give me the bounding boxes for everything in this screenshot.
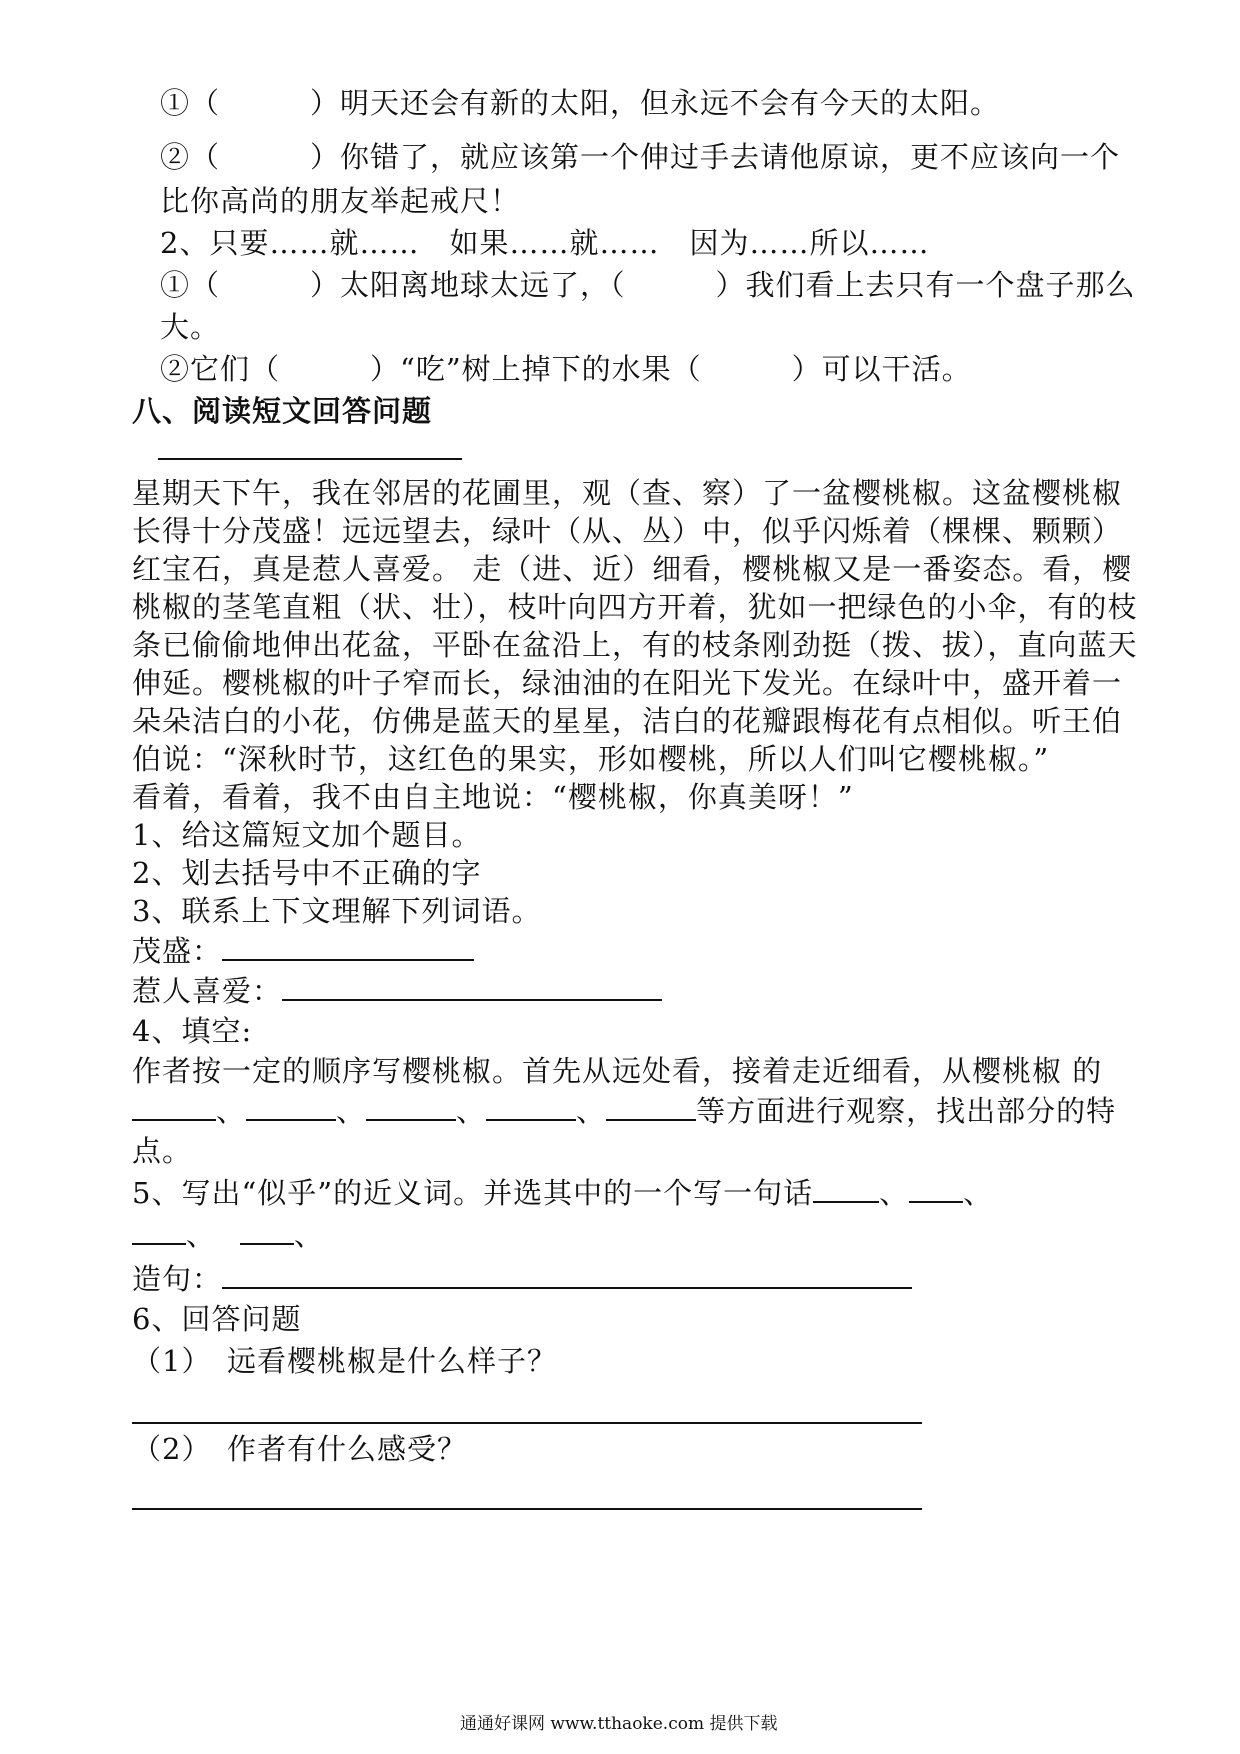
- question-5-line2: 、 、: [132, 1218, 324, 1252]
- question-5: 5、写出“似乎”的近义词。并选其中的一个写一句话 、 、: [132, 1176, 994, 1210]
- answer-line-6-2[interactable]: [132, 1508, 922, 1510]
- question-4-line1: 作者按一定的顺序写樱桃椒。首先从远处看，接着走近细看，从樱桃椒 的: [132, 1054, 1103, 1088]
- fill-blank[interactable]: [366, 1095, 456, 1121]
- word-rerenxiai-label: 惹人喜爱：: [132, 974, 283, 1008]
- passage-line: 桃椒的茎笔直粗（状、壮），枝叶向四方开着，犹如一把绿色的小伞，有的枝: [132, 590, 1138, 624]
- sentence-item-2-line1: ②（ ）你错了，就应该第一个伸过手去请他原谅，更不应该向一个: [160, 140, 1121, 174]
- conjunction-question: 2、只要……就…… 如果……就…… 因为……所以……: [160, 226, 930, 260]
- question-1: 1、给这篇短文加个题目。: [132, 818, 482, 852]
- question-2: 2、划去括号中不正确的字: [132, 856, 482, 890]
- sentence-label: 造句：: [132, 1262, 223, 1296]
- word-maosheng-blank[interactable]: [222, 935, 474, 961]
- passage-line: 长得十分茂盛！远远望去，绿叶（从、丛）中，似乎闪烁着（棵棵、颗颗）: [132, 514, 1123, 548]
- synonym-blank[interactable]: [240, 1219, 294, 1245]
- fill-blank[interactable]: [606, 1095, 696, 1121]
- passage-line: 条已偷偷地伸出花盆，平卧在盆沿上，有的枝条刚劲挺（拨、拔），直向蓝天: [132, 628, 1138, 662]
- passage-line: 星期天下午，我在邻居的花圃里，观（查、察）了一盆樱桃椒。这盆樱桃椒: [132, 476, 1123, 510]
- conjunction-item-1-line2: 大。: [160, 310, 221, 344]
- passage-line: 伸延。樱桃椒的叶子窄而长，绿油油的在阳光下发光。在绿叶中，盛开着一: [132, 666, 1123, 700]
- question-4-line3: 点。: [132, 1134, 193, 1168]
- synonym-blank[interactable]: [132, 1219, 186, 1245]
- title-blank-line[interactable]: [158, 458, 462, 460]
- sentence-item-1: ①（ ）明天还会有新的太阳，但永远不会有今天的太阳。: [160, 86, 1001, 120]
- question-6-1: （1） 远看樱桃椒是什么样子？: [132, 1344, 557, 1378]
- word-rerenxiai-blank[interactable]: [282, 975, 662, 1001]
- question-6-2: （2） 作者有什么感受？: [132, 1432, 467, 1466]
- question-4: 4、填空:: [132, 1014, 253, 1048]
- question-6: 6、回答问题: [132, 1302, 302, 1336]
- question-4-line2: 、 、 、 、 等方面进行观察，找出部分的特: [132, 1094, 1116, 1128]
- word-maosheng: [132, 934, 474, 968]
- sentence-line: [132, 1262, 912, 1296]
- passage-line: 红宝石，真是惹人喜爱。 走（进、近）细看，樱桃椒又是一番姿态。看，樱: [132, 552, 1133, 586]
- synonym-blank[interactable]: [813, 1177, 879, 1203]
- question-3: 3、联系上下文理解下列词语。: [132, 894, 542, 928]
- passage-line: 伯说：“深秋时节，这红色的果实，形如樱桃，所以人们叫它樱桃椒。”: [132, 742, 1050, 776]
- answer-line-6-1[interactable]: [132, 1422, 922, 1424]
- sentence-blank[interactable]: [222, 1263, 912, 1289]
- passage-line: 朵朵洁白的小花，仿佛是蓝天的星星，洁白的花瓣跟梅花有点相似。听王伯: [132, 704, 1123, 738]
- section-heading: 八、阅读短文回答问题: [132, 394, 433, 428]
- synonym-blank[interactable]: [909, 1177, 963, 1203]
- conjunction-item-2: ②它们（ ）“吃”树上掉下的水果（ ）可以干活。: [160, 352, 972, 386]
- fill-blank[interactable]: [486, 1095, 576, 1121]
- word-rerenxiai: [132, 974, 662, 1008]
- sentence-item-2-line2: 比你高尚的朋友举起戒尺！: [160, 184, 521, 218]
- fill-blank[interactable]: [132, 1095, 216, 1121]
- word-maosheng-label: 茂盛：: [132, 934, 223, 968]
- footer-text: 通通好课网 www.tthaoke.com 提供下载: [460, 1714, 778, 1734]
- passage-line: 看着，看着，我不由自主地说：“樱桃椒，你真美呀！”: [132, 780, 854, 814]
- conjunction-item-1-line1: ①（ ）太阳离地球太远了，（ ）我们看上去只有一个盘子那么: [160, 268, 1136, 302]
- fill-blank[interactable]: [246, 1095, 336, 1121]
